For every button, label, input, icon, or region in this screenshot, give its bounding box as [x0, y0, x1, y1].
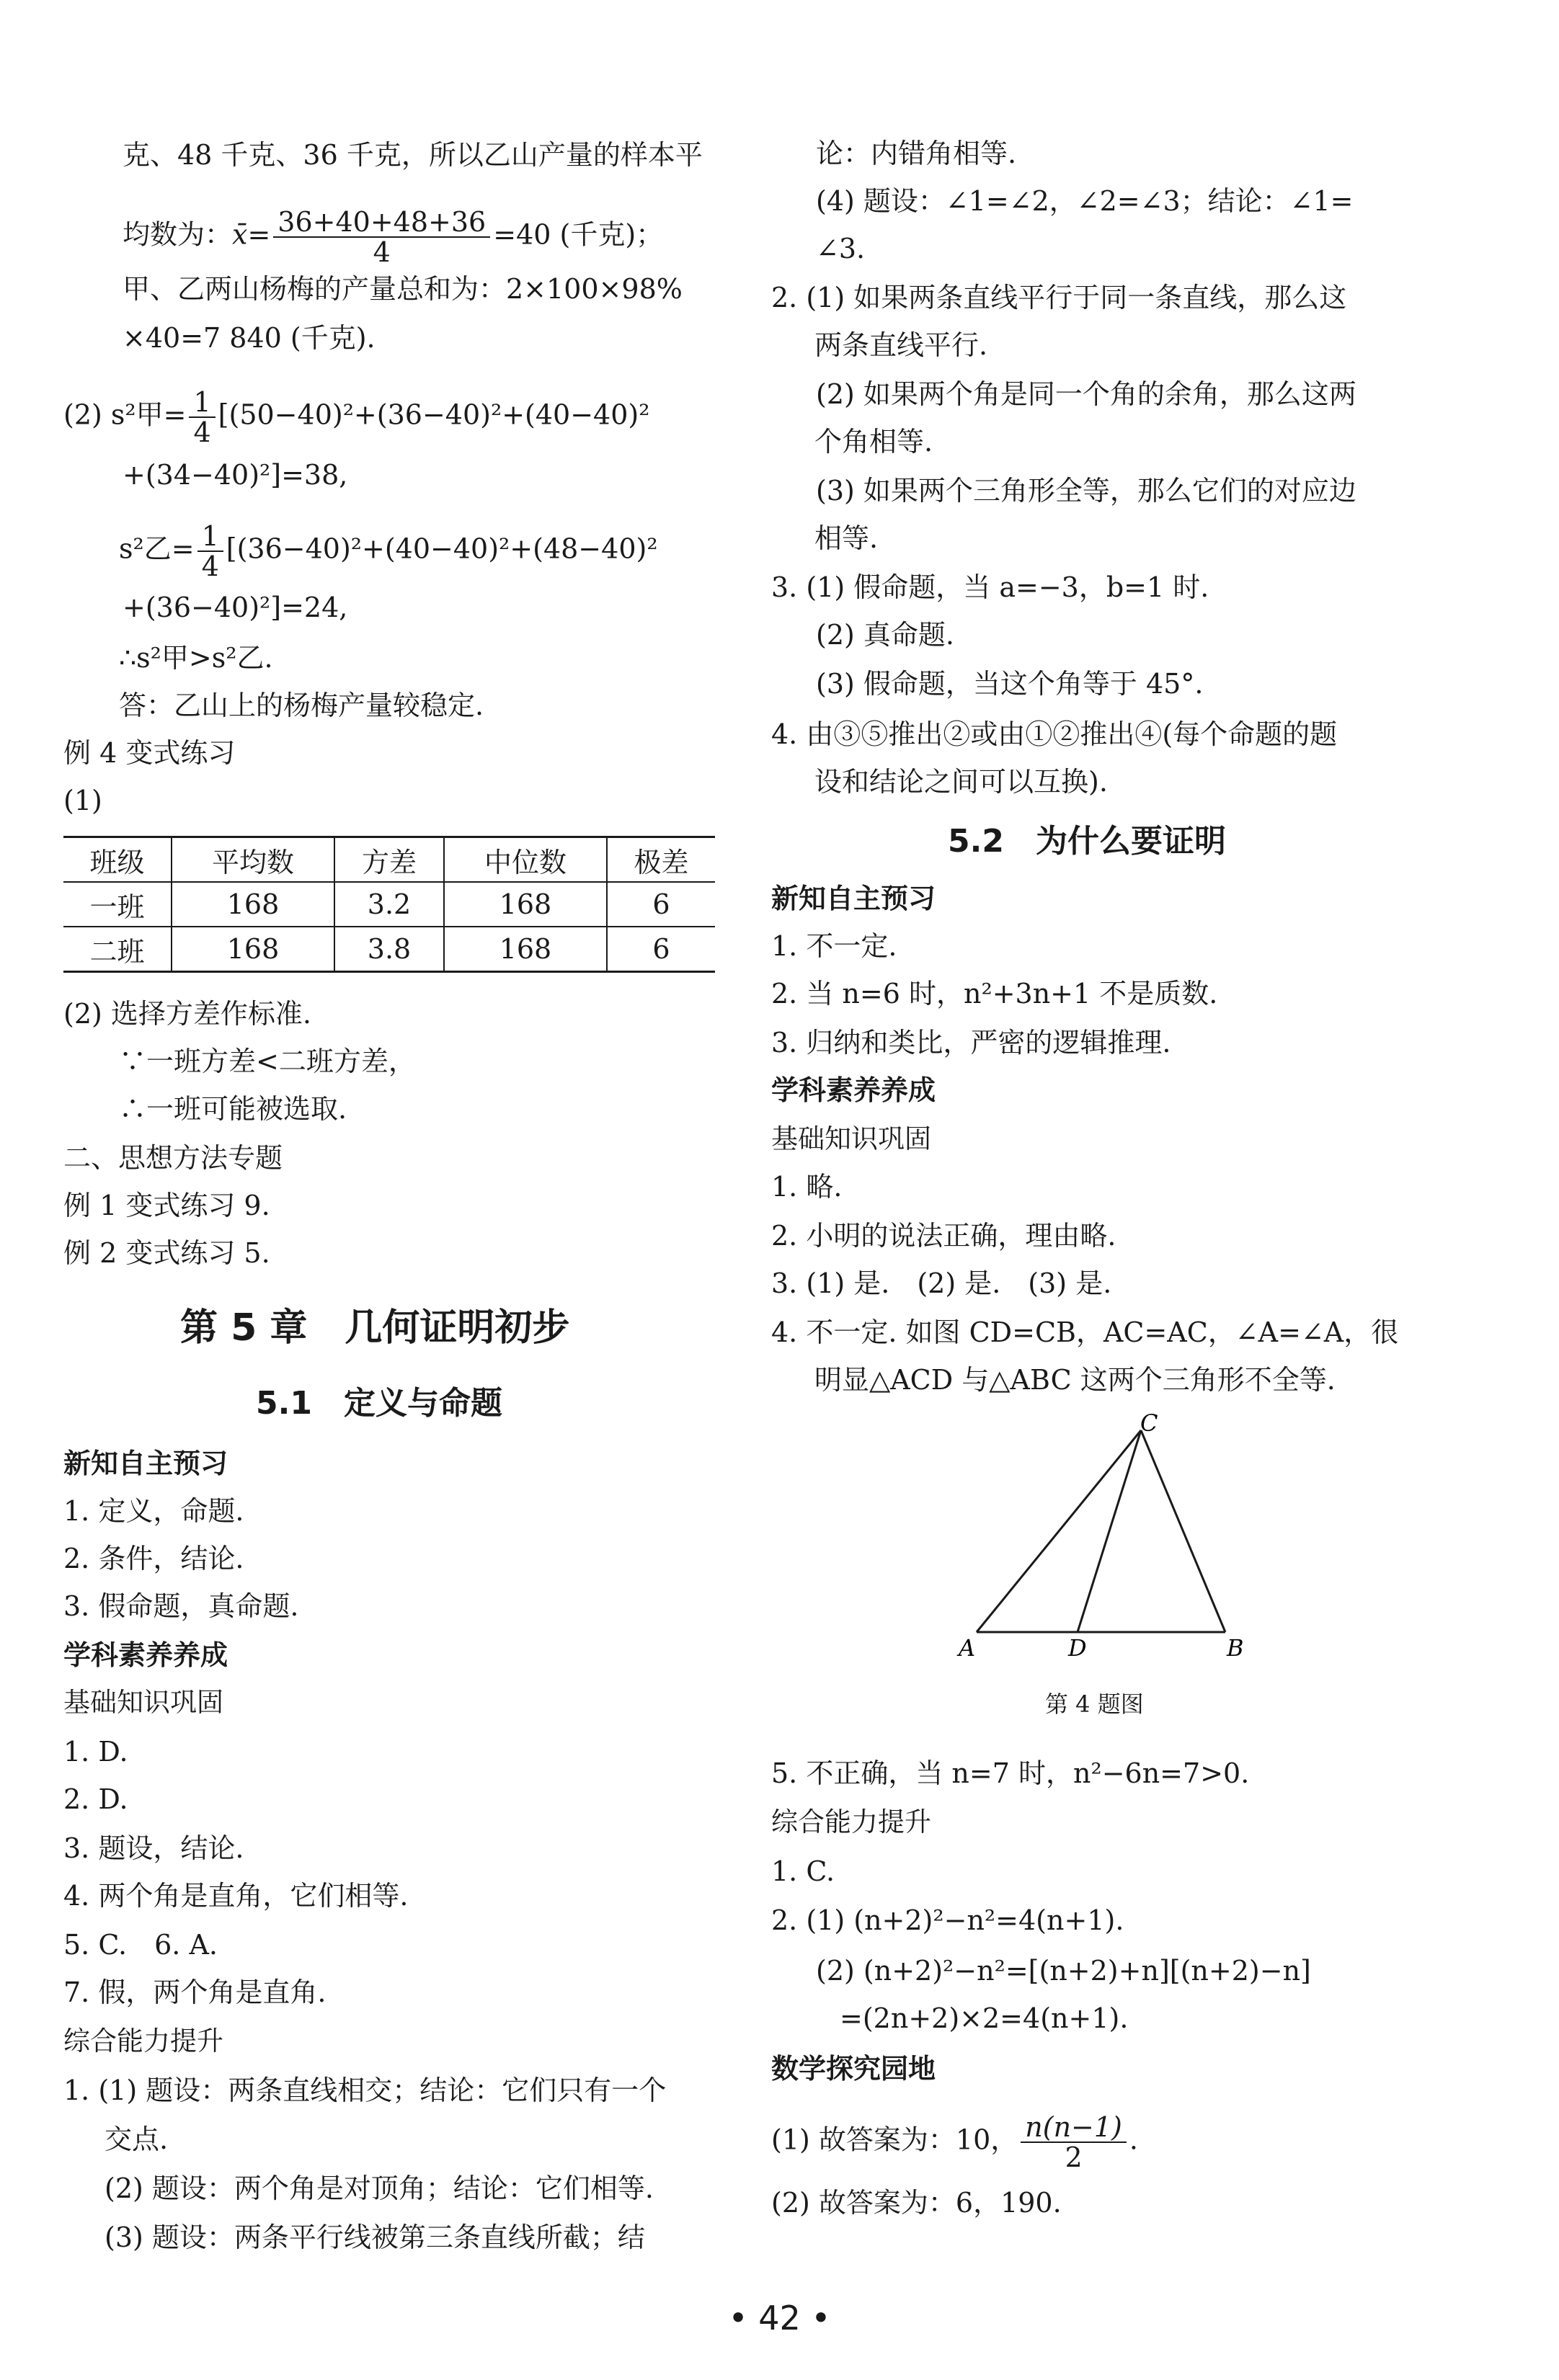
- text-line: 4. 由③⑤推出②或由①②推出④(每个命题的题: [771, 718, 1338, 750]
- text-line: 答：乙山上的杨梅产量较稳定.: [119, 690, 484, 721]
- text-line: 3. 归纳和类比，严密的逻辑推理.: [771, 1027, 1171, 1058]
- text-line: 3. (1) 是. (2) 是. (3) 是.: [771, 1267, 1112, 1299]
- text-line: 1. (1) 题设：两条直线相交；结论：它们只有一个: [63, 2074, 667, 2106]
- text-line: (2) 真命题.: [816, 619, 954, 651]
- subheading-light: 基础知识巩固: [771, 1123, 931, 1154]
- subheading: 数学探究园地: [771, 2053, 936, 2085]
- table-cell: 6: [607, 927, 715, 972]
- text-line: 例 4 变式练习: [63, 737, 236, 769]
- segment-cb: [1141, 1430, 1225, 1632]
- text-line: 7. 假，两个角是直角.: [63, 1976, 327, 2008]
- text-line: 5. C. 6. A.: [63, 1929, 218, 1961]
- text-line: 个角相等.: [814, 426, 933, 458]
- text-line: 5. 不正确，当 n=7 时，n²−6n=7>0.: [771, 1757, 1250, 1789]
- table-cell: 3.2: [334, 882, 444, 927]
- section-title: 5.1 定义与命题: [256, 1385, 502, 1422]
- text-line: 2. 当 n=6 时，n²+3n+1 不是质数.: [771, 978, 1218, 1010]
- variance-formula-b: s²乙= $\frac{1}{4}$ [(36−40)²+(40−40)²+(48−40)²: [119, 520, 658, 582]
- point-label-b: B: [1227, 1634, 1244, 1662]
- table-cell: 168: [172, 882, 334, 927]
- table-cell: 3.8: [334, 927, 444, 972]
- text-line: ∴s²甲>s²乙.: [119, 642, 273, 674]
- text-line: (2) 题设：两个角是对顶角；结论：它们相等.: [105, 2172, 654, 2204]
- answer-formula: (1) 故答案为：10， $\frac{n(n-1)}{2}$ .: [771, 2111, 1138, 2173]
- figure-caption: 第 4 题图: [1045, 1690, 1144, 1718]
- text-line: 甲、乙两山杨梅的产量总和为：2×100×98%: [123, 273, 683, 305]
- text-line: 1. 定义，命题.: [63, 1495, 244, 1527]
- text-line: 2. 条件，结论.: [63, 1543, 244, 1574]
- table-header: 平均数: [172, 837, 334, 883]
- text-line: (3) 如果两个三角形全等，那么它们的对应边: [816, 475, 1356, 507]
- text-line: ×40=7 840 (千克).: [123, 322, 376, 354]
- text-line: =(2n+2)×2=4(n+1).: [840, 2002, 1129, 2034]
- table-cell: 6: [607, 882, 715, 927]
- text-line: 例 1 变式练习 9.: [63, 1190, 270, 1221]
- text-line: +(36−40)²]=24,: [123, 592, 348, 623]
- table-cell: 168: [444, 927, 607, 972]
- text-line: 明显△ACD 与△ABC 这两个三角形不全等.: [814, 1364, 1336, 1396]
- point-label-d: D: [1068, 1634, 1087, 1662]
- table-row: [63, 882, 715, 927]
- fraction: $\frac{1}{4}$: [197, 522, 223, 581]
- text-line: (2) 选择方差作标准.: [63, 998, 311, 1030]
- text-line: 例 2 变式练习 5.: [63, 1237, 270, 1269]
- text-line: 1. C.: [771, 1855, 835, 1887]
- text-line: 3. 题设，结论.: [63, 1832, 244, 1864]
- text-line: 2. D.: [63, 1783, 128, 1815]
- mean-formula: 均数为：x̄= $\frac{36+40+48+36}{4}$ =40 (千克)；: [123, 206, 664, 268]
- segment-cd: [1078, 1430, 1141, 1632]
- stats-table: [63, 836, 715, 973]
- text-line: ∠3.: [816, 233, 866, 264]
- subheading-light: 综合能力提升: [771, 1806, 931, 1837]
- triangle-figure: [944, 1412, 1283, 1679]
- page-number: • 42 •: [728, 2299, 831, 2337]
- text-line: (3) 假命题，当这个角等于 45°.: [816, 668, 1204, 700]
- subheading-light: 综合能力提升: [63, 2025, 223, 2056]
- text-line: 4. 不一定. 如图 CD=CB，AC=AC，∠A=∠A，很: [771, 1316, 1399, 1348]
- triangle-diagram: [944, 1412, 1283, 1679]
- table-header: 极差: [607, 837, 715, 883]
- subheading-light: 基础知识巩固: [63, 1687, 223, 1718]
- fraction: $\frac{n(n-1)}{2}$: [1021, 2113, 1127, 2172]
- text-line: 2. (1) 如果两条直线平行于同一条直线，那么这: [771, 282, 1347, 313]
- chapter-title: 第 5 章 几何证明初步: [180, 1306, 570, 1350]
- text-line: 2. 小明的说法正确，理由略.: [771, 1220, 1116, 1252]
- table-cell: 二班: [63, 927, 172, 972]
- text-line: (1): [63, 785, 102, 816]
- text-line: 1. D.: [63, 1736, 128, 1768]
- section-title: 5.2 为什么要证明: [948, 823, 1226, 860]
- table-header: 方差: [334, 837, 444, 883]
- subheading: 学科素养养成: [771, 1074, 936, 1106]
- text-line: ∴一班可能被选取.: [119, 1093, 347, 1125]
- text-line: 4. 两个角是直角，它们相等.: [63, 1880, 409, 1912]
- segment-ac: [977, 1430, 1141, 1632]
- text-line: 两条直线平行.: [814, 329, 988, 361]
- subheading: 学科素养养成: [63, 1639, 228, 1671]
- text-line: 1. 略.: [771, 1171, 843, 1203]
- table-header: 中位数: [444, 837, 607, 883]
- text-line: 交点.: [105, 2123, 169, 2155]
- text-line: (3) 题设：两条平行线被第三条直线所截；结: [105, 2221, 645, 2253]
- table-row: [63, 927, 715, 972]
- text-line: (4) 题设：∠1=∠2，∠2=∠3；结论：∠1=: [816, 185, 1354, 217]
- point-label-c: C: [1140, 1412, 1158, 1437]
- table-cell: 一班: [63, 882, 172, 927]
- fraction: $\frac{36+40+48+36}{4}$: [273, 208, 490, 267]
- text-line: 克、48 千克、36 千克，所以乙山产量的样本平: [123, 139, 703, 171]
- text-line: +(34−40)²]=38,: [123, 459, 348, 491]
- text-line: (2) (n+2)²−n²=[(n+2)+n][(n+2)−n]: [816, 1955, 1311, 1987]
- text-line: (2) 如果两个角是同一个角的余角，那么这两: [816, 378, 1356, 410]
- text-line: 1. 不一定.: [771, 930, 897, 962]
- text-line: 二、思想方法专题: [63, 1142, 283, 1174]
- point-label-a: A: [959, 1634, 976, 1662]
- text-line: 论：内错角相等.: [816, 138, 1017, 169]
- subheading: 新知自主预习: [63, 1448, 228, 1479]
- table-header-row: [63, 837, 715, 883]
- table-header: 班级: [63, 837, 172, 883]
- variance-formula-a: (2) s²甲= $\frac{1}{4}$ [(50−40)²+(36−40)²+(40−40)²: [63, 386, 650, 448]
- fraction: $\frac{1}{4}$: [189, 388, 215, 447]
- text-line: 2. (1) (n+2)²−n²=4(n+1).: [771, 1904, 1124, 1936]
- text-line: 3. 假命题，真命题.: [63, 1590, 299, 1622]
- table-cell: 168: [172, 927, 334, 972]
- text-line: 设和结论之间可以互换).: [814, 766, 1108, 798]
- text-line: 相等.: [814, 522, 879, 554]
- subheading: 新知自主预习: [771, 883, 936, 914]
- text-line: (2) 故答案为：6，190.: [771, 2187, 1062, 2219]
- table-cell: 168: [444, 882, 607, 927]
- text-line: ∵一班方差<二班方差，: [119, 1046, 416, 1077]
- text-line: 3. (1) 假命题，当 a=−3，b=1 时.: [771, 571, 1209, 603]
